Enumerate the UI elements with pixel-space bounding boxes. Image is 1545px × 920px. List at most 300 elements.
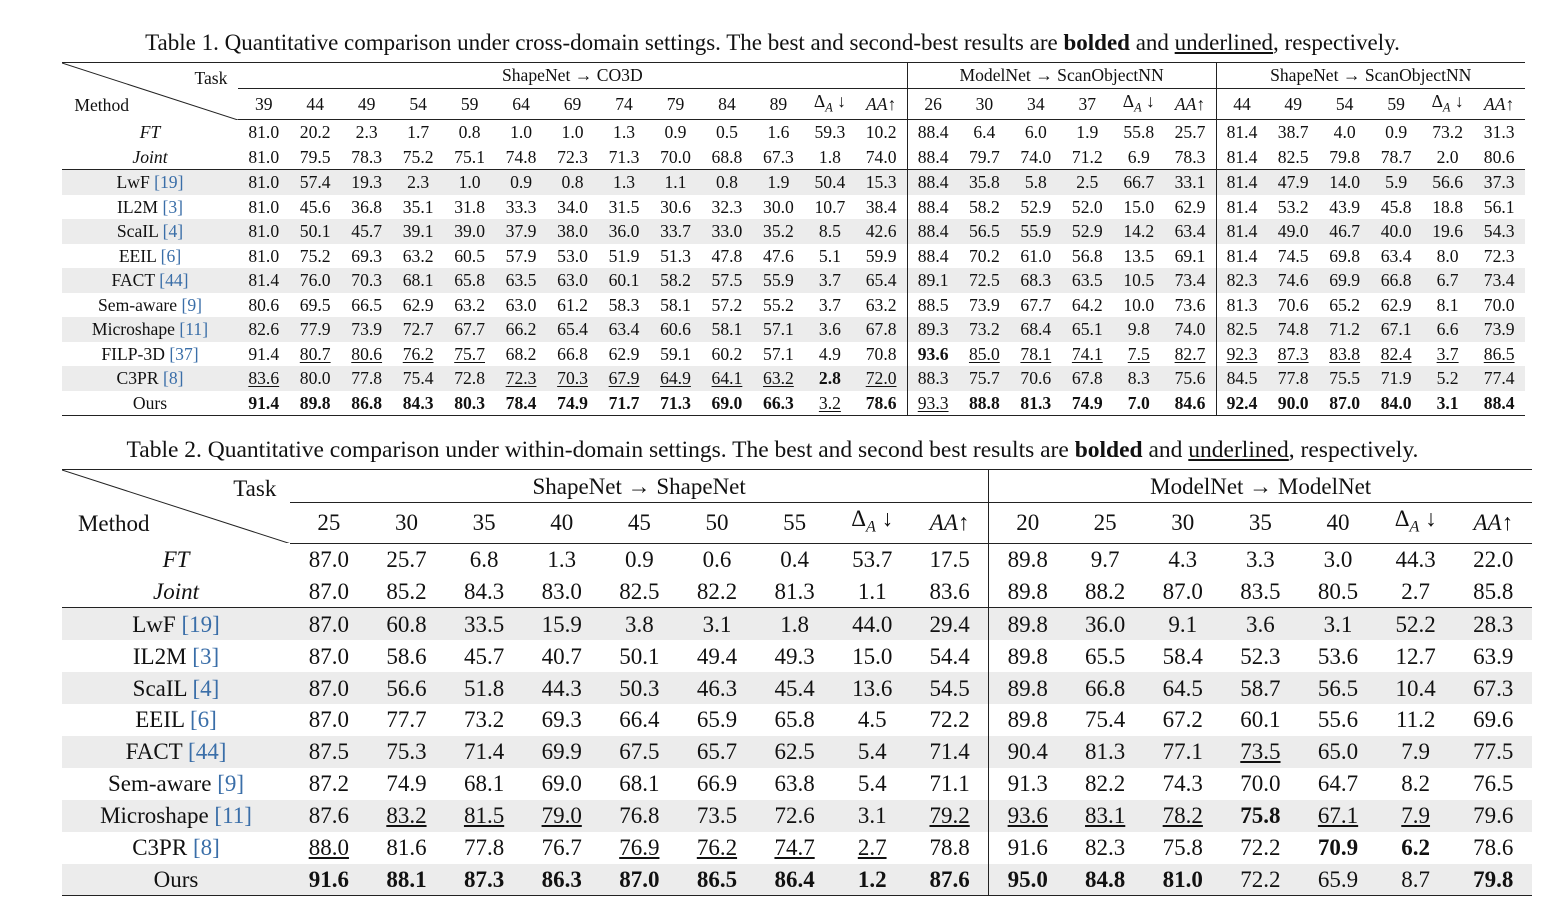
table2-value-cell — [368, 800, 446, 832]
value: 4.5 — [857, 707, 887, 733]
value: 78.4 — [505, 392, 537, 413]
value: 65.1 — [1071, 319, 1103, 340]
value: 1.3 — [613, 172, 636, 193]
value: 62.5 — [774, 739, 815, 765]
delta-label: Δ — [851, 506, 867, 531]
table1-value-cell — [495, 219, 546, 244]
table1-col-header: 69 — [547, 88, 598, 120]
method-name: LwF — [116, 172, 155, 193]
value: 70.6 — [1020, 368, 1052, 389]
table2-value-cell — [1144, 800, 1222, 832]
table2-col-header: 20 — [989, 503, 1067, 544]
table1-value-cell — [1062, 219, 1113, 244]
table1-value-cell — [753, 317, 804, 342]
table1-value-cell — [238, 145, 289, 170]
table1-value-cell — [959, 145, 1010, 170]
table2-value-cell — [1144, 672, 1222, 704]
table1-value-cell — [804, 391, 855, 416]
value: 1.1 — [664, 172, 687, 193]
value: 66.8 — [1085, 675, 1126, 701]
value: 13.6 — [852, 675, 893, 701]
value: 71.3 — [608, 146, 640, 167]
method-name: Ours — [153, 866, 199, 892]
table1-value-cell — [341, 120, 392, 145]
table1-value-cell — [804, 145, 855, 170]
citation-link[interactable]: [44] — [159, 270, 189, 291]
table1-value-cell — [392, 195, 443, 220]
value: 45.6 — [299, 196, 331, 217]
down-arrow-icon: ↓ — [1450, 90, 1464, 111]
table2-value-cell — [833, 864, 911, 896]
value: 47.6 — [763, 245, 794, 266]
table2-value-cell — [911, 800, 989, 832]
citation-link[interactable]: [3] — [162, 196, 183, 217]
value: 57.1 — [763, 343, 794, 364]
table1-value-cell — [1062, 244, 1113, 269]
table1-value-cell — [289, 170, 340, 195]
value: 68.2 — [505, 343, 537, 364]
table2-value-cell — [989, 800, 1067, 832]
value: 79.8 — [1329, 146, 1361, 167]
value: 0.8 — [561, 172, 584, 193]
value: 33.7 — [660, 221, 691, 242]
table1-col-header: 59 — [1370, 88, 1421, 120]
table2-value-cell — [523, 672, 601, 704]
table2-header-groups — [62, 470, 1532, 503]
value: 6.2 — [1401, 835, 1431, 861]
table2-col-header: 45 — [601, 503, 679, 544]
table1-value-cell — [959, 219, 1010, 244]
table2-row — [62, 704, 1532, 736]
table1-value-cell — [1370, 195, 1421, 220]
table2-value-cell — [833, 832, 911, 864]
table1-value-cell — [1422, 268, 1473, 293]
value: 75.7 — [454, 343, 485, 364]
value: 72.0 — [865, 368, 897, 389]
table1-row — [62, 170, 1525, 195]
value: 6.0 — [1024, 122, 1047, 143]
value: 89.3 — [917, 319, 949, 340]
table2-value-cell — [833, 704, 911, 736]
value: 86.4 — [774, 866, 815, 892]
value: 88.4 — [917, 196, 949, 217]
method-name: Microshape — [100, 803, 215, 829]
value: 74.0 — [865, 146, 897, 167]
table1-value-cell — [598, 145, 649, 170]
table2-method-cell — [62, 832, 290, 864]
method-name: FILP-3D — [101, 343, 170, 364]
value: 37.9 — [505, 221, 537, 242]
table2-value-cell — [1377, 543, 1455, 575]
table1-method-cell — [62, 145, 238, 170]
table1-value-cell — [598, 195, 649, 220]
citation-link[interactable]: [11] — [214, 803, 252, 829]
table2-value-cell — [523, 768, 601, 800]
table1-value-cell — [1267, 244, 1318, 269]
citation-link[interactable]: [11] — [179, 319, 209, 340]
table2-value-cell — [833, 640, 911, 672]
table1-value-cell — [495, 195, 546, 220]
table1-value-cell — [1113, 120, 1164, 145]
table2-value-cell — [678, 832, 756, 864]
table1-value-cell — [1422, 120, 1473, 145]
value: 42.6 — [865, 221, 897, 242]
value: 11.2 — [1395, 707, 1436, 733]
table2-value-cell — [1377, 575, 1455, 607]
table2-aa-header — [911, 503, 989, 544]
table2-value-cell — [989, 543, 1067, 575]
value: 6.8 — [469, 547, 499, 573]
value: 69.6 — [1473, 707, 1514, 733]
value: 84.5 — [1226, 368, 1258, 389]
table2-row — [62, 800, 1532, 832]
value: 5.2 — [1436, 368, 1459, 389]
table1-value-cell — [1165, 391, 1217, 416]
method-name: Joint — [132, 146, 168, 167]
value: 68.8 — [711, 146, 743, 167]
method-name: Ours — [132, 392, 168, 413]
value: 10.5 — [1123, 270, 1155, 291]
value: 82.4 — [1380, 343, 1412, 364]
table1-value-cell — [650, 120, 701, 145]
value: 51.3 — [660, 245, 691, 266]
table1-value-cell — [753, 366, 804, 391]
value: 40.7 — [541, 643, 582, 669]
method-name: FACT — [125, 739, 189, 765]
value: 79.5 — [299, 146, 331, 167]
citation-link[interactable]: [44] — [188, 739, 227, 765]
citation-link[interactable]: [6] — [160, 245, 182, 266]
value: 66.9 — [696, 771, 738, 797]
value: 70.3 — [557, 368, 588, 389]
method-name: FACT — [111, 270, 160, 291]
value: 86.5 — [696, 866, 738, 892]
table1-value-cell — [1165, 268, 1217, 293]
table1-value-cell — [1422, 244, 1473, 269]
table1-value-cell — [959, 268, 1010, 293]
table1-value-cell — [1010, 268, 1061, 293]
table2-value-cell — [678, 704, 756, 736]
table2-col-header: 35 — [445, 503, 523, 544]
table2-value-cell — [989, 608, 1067, 640]
value: 74.0 — [1174, 319, 1206, 340]
table1-col-header: 74 — [598, 88, 649, 120]
table2-value-cell — [756, 608, 834, 640]
table1-value-cell — [238, 342, 289, 367]
value: 83.6 — [929, 578, 970, 604]
value: 0.9 — [510, 172, 533, 193]
table1-value-cell — [701, 145, 752, 170]
table1-row — [62, 366, 1525, 391]
table2-value-cell — [911, 672, 989, 704]
value: 71.2 — [1071, 146, 1103, 167]
table2-value-cell — [756, 800, 834, 832]
table1-value-cell — [856, 219, 908, 244]
table1-value-cell — [1062, 293, 1113, 318]
table1-value-cell — [289, 342, 340, 367]
table1-value-cell — [959, 317, 1010, 342]
value: 85.0 — [968, 343, 1000, 364]
table1-value-cell — [650, 342, 701, 367]
citation-link[interactable]: [9] — [181, 294, 203, 315]
citation-link[interactable]: [19] — [181, 611, 220, 637]
citation-link[interactable]: [19] — [154, 172, 184, 193]
citation-link[interactable]: [3] — [192, 643, 220, 669]
value: 60.1 — [608, 270, 640, 291]
table2-value-cell — [833, 736, 911, 768]
value: 87.0 — [308, 578, 349, 604]
table2-value-cell — [833, 672, 911, 704]
value: 2.3 — [355, 122, 378, 143]
value: 75.7 — [968, 368, 1000, 389]
value: 45.8 — [1380, 196, 1412, 217]
table2-value-cell — [1299, 575, 1377, 607]
table1-value-cell — [341, 268, 392, 293]
value: 78.6 — [1473, 835, 1514, 861]
table1-method-cell — [62, 268, 238, 293]
table1-value-cell — [444, 244, 495, 269]
table2-value-cell — [1144, 543, 1222, 575]
value: 82.6 — [248, 319, 280, 340]
table1-value-cell — [753, 195, 804, 220]
value: 1.9 — [767, 172, 790, 193]
table1-method-cell — [62, 391, 238, 416]
value: 72.2 — [1240, 835, 1281, 861]
value: 60.1 — [1240, 707, 1281, 733]
value: 2.7 — [857, 835, 887, 861]
value: 78.3 — [1174, 146, 1206, 167]
value: 49.0 — [1277, 221, 1309, 242]
value: 88.4 — [917, 245, 949, 266]
value: 6.4 — [973, 122, 996, 143]
value: 81.0 — [248, 146, 280, 167]
table1-value-cell — [1010, 391, 1061, 416]
table2-value-cell — [1144, 640, 1222, 672]
table1-method-cell — [62, 342, 238, 367]
value: 65.8 — [774, 707, 815, 733]
value: 89.8 — [1007, 643, 1048, 669]
value: 31.5 — [608, 196, 640, 217]
value: 87.3 — [463, 866, 505, 892]
table2-col-header: 40 — [1299, 503, 1377, 544]
table2-value-cell — [368, 736, 446, 768]
table1-value-cell — [907, 268, 958, 293]
table1-value-cell — [547, 268, 598, 293]
value: 78.3 — [351, 146, 383, 167]
value: 8.3 — [1127, 368, 1150, 389]
table1-delta-header — [1113, 88, 1164, 120]
table1-value-cell — [753, 170, 804, 195]
table2-value-cell — [290, 575, 368, 607]
table1-value-cell — [1165, 195, 1217, 220]
value: 87.0 — [308, 707, 349, 733]
table2-value-cell — [989, 864, 1067, 896]
citation-link[interactable]: [37] — [169, 343, 199, 364]
value: 56.6 — [386, 675, 427, 701]
table1-value-cell — [598, 120, 649, 145]
citation-link[interactable]: [4] — [192, 675, 220, 701]
citation-link[interactable]: [8] — [192, 835, 220, 861]
table1-task-label: Task — [194, 68, 228, 89]
table2-value-cell — [445, 640, 523, 672]
value: 75.4 — [402, 368, 434, 389]
value: 34.0 — [557, 196, 588, 217]
table1-value-cell — [1370, 120, 1421, 145]
value: 10.7 — [814, 196, 846, 217]
table1-value-cell — [701, 268, 752, 293]
table1-value-cell — [238, 219, 289, 244]
value: 76.9 — [619, 835, 660, 861]
value: 88.5 — [917, 294, 949, 315]
value: 4.0 — [1333, 122, 1356, 143]
value: 65.4 — [865, 270, 897, 291]
table2-value-cell — [601, 608, 679, 640]
table1-value-cell — [1165, 170, 1217, 195]
value: 59.3 — [814, 122, 846, 143]
table1-value-cell — [804, 366, 855, 391]
value: 1.8 — [780, 611, 809, 637]
table1-value-cell — [547, 342, 598, 367]
value: 2.8 — [818, 368, 841, 389]
table1-value-cell — [856, 145, 908, 170]
value: 3.7 — [818, 270, 841, 291]
value: 0.5 — [715, 122, 738, 143]
value: 55.9 — [763, 270, 794, 291]
table1-value-cell — [238, 366, 289, 391]
table1-header-groups — [62, 63, 1525, 89]
table1-value-cell — [289, 391, 340, 416]
table2-value-cell — [911, 608, 989, 640]
table1-value-cell — [1473, 366, 1525, 391]
table2-value-cell — [1377, 640, 1455, 672]
table2-value-cell — [523, 575, 601, 607]
value: 81.3 — [1226, 294, 1258, 315]
value: 74.8 — [1277, 319, 1309, 340]
citation-link[interactable]: [9] — [217, 771, 245, 797]
table1-value-cell — [1062, 195, 1113, 220]
table1-aa-header — [856, 88, 908, 120]
table2-value-cell — [911, 768, 989, 800]
value: 63.2 — [454, 294, 485, 315]
table1-value-cell — [1113, 219, 1164, 244]
value: 63.2 — [763, 368, 794, 389]
table1-value-cell — [1113, 145, 1164, 170]
table1-value-cell — [1370, 342, 1421, 367]
table2-value-cell — [989, 704, 1067, 736]
table1-value-cell — [289, 219, 340, 244]
table1-value-cell — [289, 195, 340, 220]
value: 63.4 — [1174, 221, 1206, 242]
table1-value-cell — [1319, 342, 1370, 367]
table2-value-cell — [756, 736, 834, 768]
value: 91.3 — [1007, 771, 1048, 797]
table1-value-cell — [701, 342, 752, 367]
table1-value-cell — [650, 195, 701, 220]
down-arrow-icon: ↓ — [1141, 90, 1155, 111]
table2-value-cell — [290, 736, 368, 768]
table1-value-cell — [1113, 317, 1164, 342]
value: 87.5 — [308, 739, 349, 765]
citation-link[interactable]: [8] — [162, 368, 184, 389]
table1-row — [62, 293, 1525, 318]
value: 91.6 — [308, 866, 349, 892]
value: 39.0 — [454, 221, 485, 242]
table1-value-cell — [959, 120, 1010, 145]
table1-value-cell — [392, 366, 443, 391]
table2-value-cell — [678, 864, 756, 896]
table1-value-cell — [959, 195, 1010, 220]
value: 62.9 — [1174, 196, 1206, 217]
table2-value-cell — [290, 832, 368, 864]
table2-row — [62, 832, 1532, 864]
value: 33.3 — [505, 196, 537, 217]
table1-value-cell — [753, 268, 804, 293]
table1-aa-header — [1473, 88, 1525, 120]
table1-value-cell — [804, 170, 855, 195]
value: 56.8 — [1071, 245, 1103, 266]
value: 54.4 — [929, 643, 970, 669]
value: 8.7 — [1401, 866, 1431, 892]
value: 78.1 — [1020, 343, 1052, 364]
value: 82.3 — [1226, 270, 1258, 291]
table2-aa-header — [1454, 503, 1532, 544]
value: 93.6 — [917, 343, 949, 364]
table1-value-cell — [1422, 219, 1473, 244]
table1-value-cell — [1370, 268, 1421, 293]
table2-value-cell — [1299, 640, 1377, 672]
value: 53.0 — [557, 245, 588, 266]
value: 62.9 — [608, 343, 640, 364]
value: 65.5 — [1085, 643, 1126, 669]
table1-value-cell — [1319, 145, 1370, 170]
table1-value-cell — [238, 293, 289, 318]
value: 13.5 — [1123, 245, 1155, 266]
table2-value-cell — [523, 608, 601, 640]
value: 63.2 — [402, 245, 434, 266]
table1-value-cell — [1010, 244, 1061, 269]
value: 65.0 — [1317, 739, 1359, 765]
table1-value-cell — [392, 391, 443, 416]
value: 76.5 — [1473, 771, 1514, 797]
table1-method-cell — [62, 244, 238, 269]
value: 81.5 — [463, 803, 505, 829]
table2-value-cell — [523, 543, 601, 575]
value: 63.5 — [505, 270, 537, 291]
value: 80.0 — [299, 368, 331, 389]
table1-value-cell — [1473, 268, 1525, 293]
citation-link[interactable]: [6] — [189, 707, 217, 733]
table2-method-cell — [62, 800, 290, 832]
value: 86.3 — [541, 866, 582, 892]
table1-method-cell — [62, 317, 238, 342]
table1-value-cell — [907, 219, 958, 244]
table1-value-cell — [238, 391, 289, 416]
table2-value-cell — [756, 575, 834, 607]
value: 72.3 — [1483, 245, 1515, 266]
value: 63.4 — [1380, 245, 1412, 266]
table1-value-cell — [1319, 293, 1370, 318]
table1-value-cell — [1267, 120, 1318, 145]
value: 61.2 — [557, 294, 588, 315]
value: 62.9 — [1380, 294, 1412, 315]
value: 0.9 — [664, 122, 687, 143]
table1-value-cell — [495, 391, 546, 416]
value: 89.8 — [1007, 707, 1048, 733]
table2-value-cell — [368, 704, 446, 736]
citation-link[interactable]: [4] — [162, 221, 184, 242]
table1-col-header: 84 — [701, 88, 752, 120]
value: 25.7 — [386, 547, 427, 573]
